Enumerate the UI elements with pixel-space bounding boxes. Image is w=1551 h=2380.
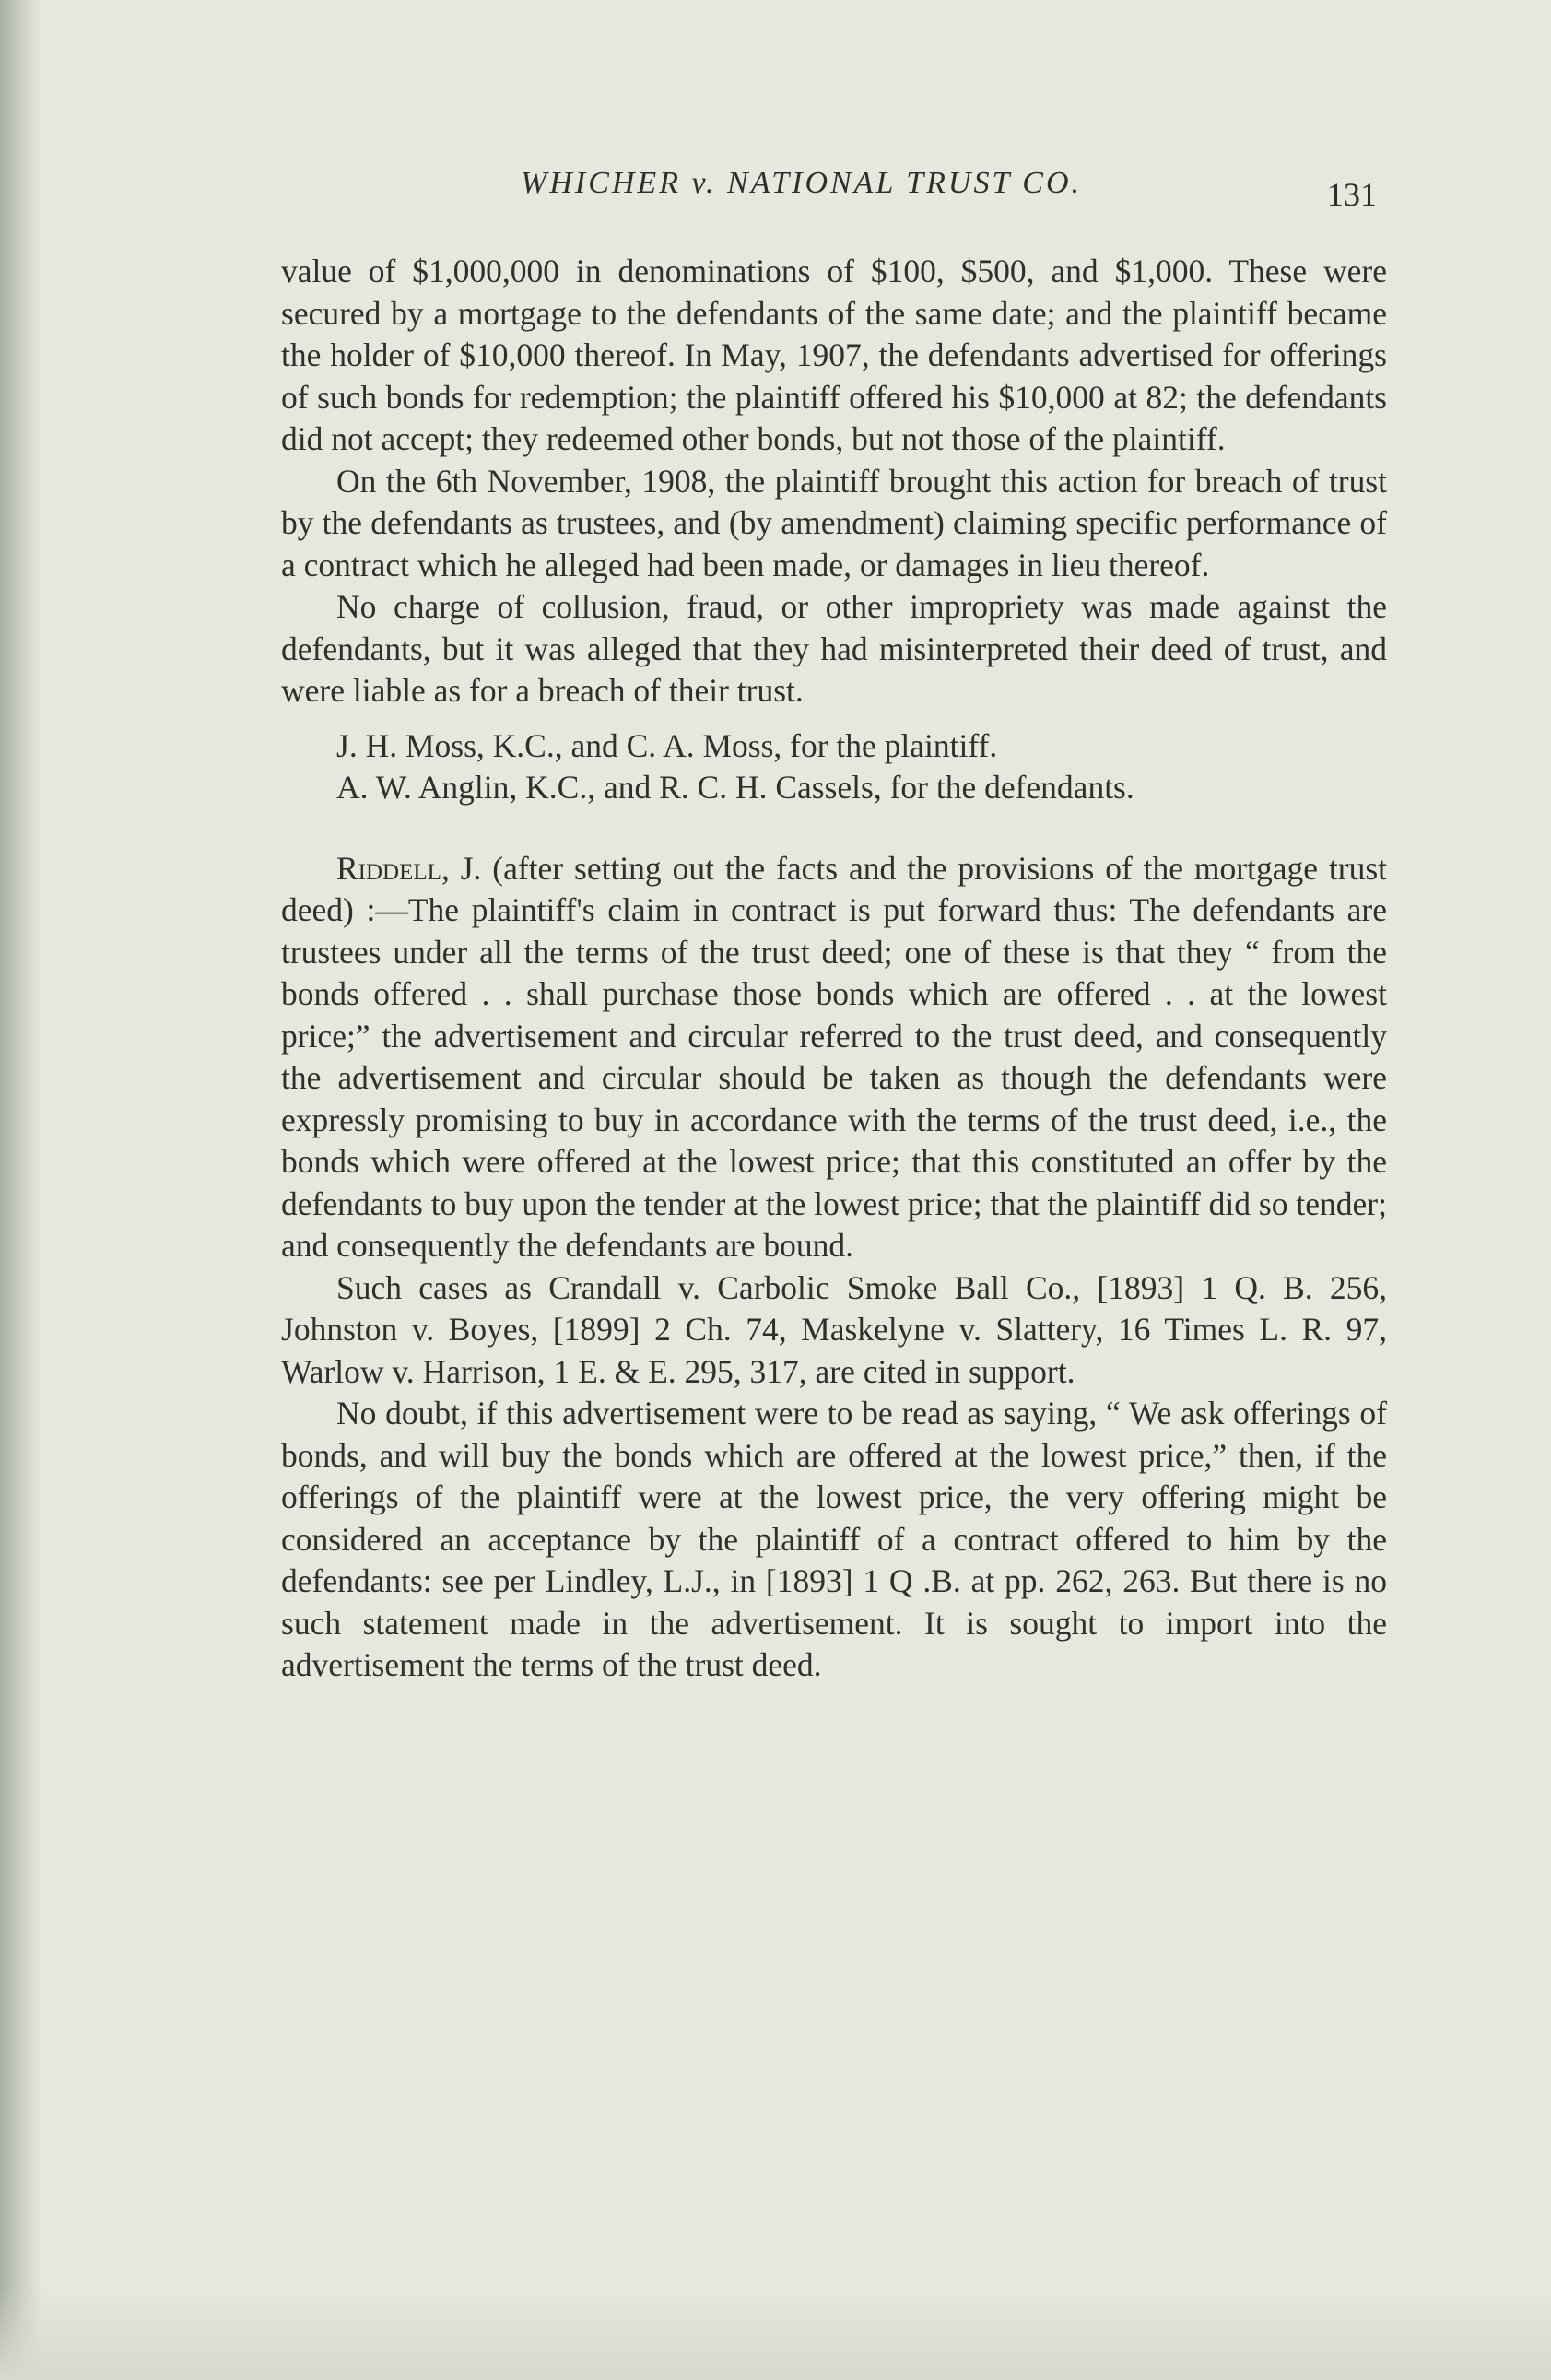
judge-name: Riddell (336, 849, 441, 887)
judgment-text: , J. (after setting out the facts and the provisions of the mortgage trust deed) :—The plaintiff's claim in contract is put forward thus: The defendants are trustees under all the terms of the trust deed; one of these is that they “ from the bonds offered . . shall purchase those bonds which are offered . . at the lowest price;” the advertisement and circular referred to the trust deed, and consequently the advertisement and circular should be taken as though the defendants were expressly promising to buy in accordance with the terms of the trust deed, i.e., the bonds which were offered at the lowest price; that this constituted an offer by the defendants to buy upon the tender at the lowest price; that the plaintiff did so tender; and consequently the defendants are bound. (281, 849, 1387, 1264)
counsel-defendants: A. W. Anglin, K.C., and R. C. H. Cassels, for the defendants. (336, 769, 1134, 806)
page-bottom-shade (0, 2286, 1551, 2380)
paragraph-cases: Such cases as Crandall v. Carbolic Smoke Ball Co., [1893] 1 Q. B. 256, Johnston v. Boyes, [1899] 2 Ch. 74, Maskelyne v. Slattery, 16 Times L. R. 97, Warlow v. Harrison, 1 E. & E. 295, 317, are cited in support. (281, 1268, 1387, 1390)
paragraph-judgment (281, 848, 1387, 1267)
paragraph-no-doubt: No doubt, if this advertisement were to be read as saying, “ We ask offerings of bonds, and will buy the bonds which are offered at the lowest price,” then, if the offerings of the plaintiff were at the lowest price, the very offering might be considered an acceptance by the plaintiff of a contract offered to him by the defendants: see per Lindley, L.J., in [1893] 1 Q .B. at pp. 262, 263. But there is no such statement made in the advertisement. It is sought to import into the advertisement the terms of the trust deed. (281, 1395, 1387, 1683)
paragraph-action: On the 6th November, 1908, the plaintiff brought this action for breach of trust by the defendants as trustees, and (by amendment) claiming specific performance of a contract which he alleged had been made, or damages in lieu thereof. (281, 462, 1387, 583)
page-number: 131 (1327, 176, 1377, 213)
paragraph-continued: value of $1,000,000 in denominations of $100, $500, and $1,000. These were secured by a mortgage to the defendants of the same date; and the plaintiff became the holder of $10,000 thereof. In May, 1907, the defendants advertised for offerings of such bonds for redemption; the plaintiff offered his $10,000 at 82; the defendants did not accept; they redeemed other bonds, but not those of the plaintiff. (281, 253, 1387, 457)
body-text (281, 251, 1387, 1687)
running-title: WHICHER v. NATIONAL TRUST CO. (521, 166, 1083, 200)
counsel-plaintiff: J. H. Moss, K.C., and C. A. Moss, for the plaintiff. (336, 726, 998, 764)
paragraph-charge: No charge of collusion, fraud, or other impropriety was made against the defendants, but it was alleged that they had misinterpreted their deed of trust, and were liable as for a breach of their trust. (281, 588, 1387, 709)
binding-gutter-shadow (0, 0, 42, 2380)
